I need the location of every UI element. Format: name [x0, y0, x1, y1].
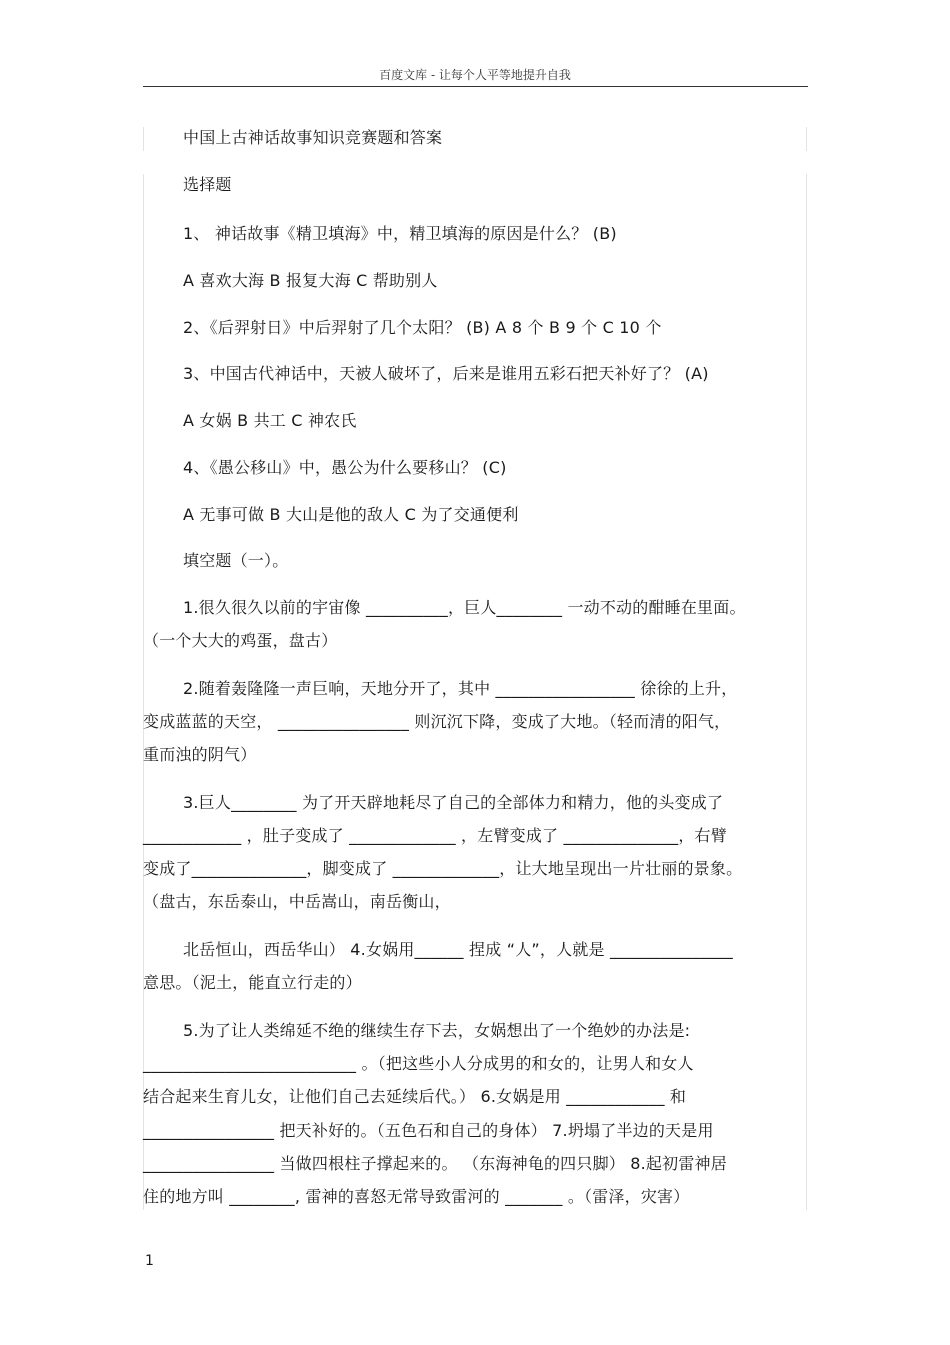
- header-rule: [143, 86, 808, 87]
- question-4: 4、《愚公移山》中，愚公为什么要移山？ (C): [183, 458, 507, 477]
- section-heading: 选择题: [183, 175, 232, 194]
- page-number: 1: [145, 1253, 154, 1269]
- document-title: 中国上古神话故事知识竞赛题和答案: [183, 128, 443, 147]
- section-heading: 填空题（一）。: [183, 551, 289, 570]
- question-1: 1、 神话故事《精卫填海》中，精卫填海的原因是什么？ (B): [183, 224, 617, 243]
- fill-blank-text: ________________ 当做四根柱子撑起来的。 （东海神龟的四只脚） 8.起初雷神居: [143, 1154, 727, 1173]
- question-1-options: A 喜欢大海 B 报复大海 C 帮助别人: [183, 271, 438, 290]
- fill-blank-text: ________________ 把天补好的。（五色石和自己的身体） 7.坍塌了半边的天是用: [143, 1121, 714, 1140]
- left-margin-line: [143, 127, 144, 151]
- fill-blank-text: 变成了______________，脚变成了 _____________，让大地呈现出一片壮丽的景象。: [143, 859, 743, 878]
- fill-blank-text: 结合起来生育儿女，让他们自己去延续后代。） 6.女娲是用 ____________ 和: [143, 1087, 687, 1106]
- fill-blank-answer: （盘古，东岳泰山，中岳嵩山，南岳衡山，: [143, 892, 451, 911]
- question-3: 3、中国古代神话中，天被人破坏了，后来是谁用五彩石把天补好了？ (A): [183, 364, 709, 383]
- fill-blank-text: __________________________ 。（把这些小人分成男的和女的，让男人和女人: [143, 1054, 694, 1073]
- question-3-options: A 女娲 B 共工 C 神农氏: [183, 411, 357, 430]
- fill-blank-text: 变成蓝蓝的天空， ________________ 则沉沉下降，变成了大地。（轻而清的阳气，: [143, 712, 731, 731]
- fill-blank-answer: 意思。（泥土，能直立行走的）: [143, 973, 362, 992]
- question-2: 2、《后羿射日》中后羿射了几个太阳？ (B) A 8 个 B 9 个 C 10 个: [183, 318, 662, 337]
- fill-blank-text: ____________ ，肚子变成了 _____________ ，左臂变成了 ______________，右臂: [143, 826, 727, 845]
- question-4-options: A 无事可做 B 大山是他的敌人 C 为了交通便利: [183, 505, 519, 524]
- fill-blank-text: 5.为了让人类绵延不绝的继续生存下去，女娲想出了一个绝妙的办法是:: [183, 1021, 691, 1040]
- fill-blank-answer: （一个大大的鸡蛋，盘古）: [143, 631, 338, 650]
- fill-blank-answer: 重而浊的阴气）: [143, 745, 257, 764]
- right-margin-line: [806, 127, 807, 151]
- fill-blank-text: 住的地方叫 ________, 雷神的喜怒无常导致雷河的 _______ 。（雷泽，灾害）: [143, 1187, 690, 1206]
- fill-blank-text: 北岳恒山，西岳华山） 4.女娲用______ 捏成 “人”，人就是 _______________: [183, 940, 733, 959]
- fill-blank-text: 2.随着轰隆隆一声巨响，天地分开了，其中 _________________ 徐徐的上升，: [183, 679, 738, 698]
- fill-blank-text: 3.巨人________ 为了开天辟地耗尽了自己的全部体力和精力，他的头变成了: [183, 793, 724, 812]
- page-header: 百度文库 - 让每个人平等地提升自我: [379, 68, 571, 82]
- fill-blank-text: 1.很久很久以前的宇宙像 __________，巨人________ 一动不动的酣睡在里面。: [183, 598, 746, 617]
- right-margin-line: [806, 174, 807, 1210]
